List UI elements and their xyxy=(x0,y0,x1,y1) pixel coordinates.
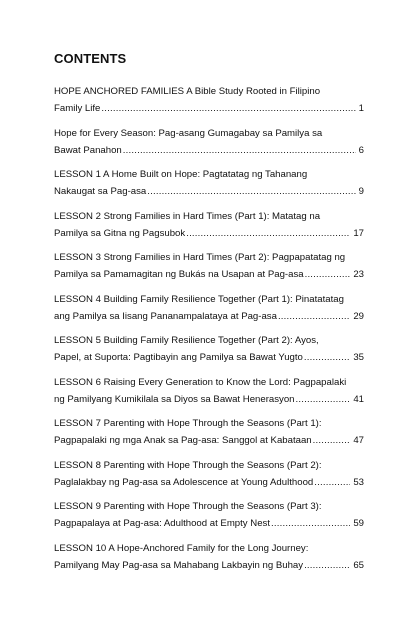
toc-entry xyxy=(54,125,364,159)
dot-leader xyxy=(123,142,356,159)
dot-leader xyxy=(304,349,350,366)
dot-leader xyxy=(278,308,350,325)
toc-page-number: 53 xyxy=(353,476,364,488)
toc-page-number: 47 xyxy=(353,435,364,446)
toc-entry-title-cont: Pamilyang May Pag-asa sa Mahabang Lakbayin ng Buhay xyxy=(54,559,304,571)
toc-page-number: 59 xyxy=(353,518,364,529)
toc-page-number: 29 xyxy=(353,310,364,322)
toc-page-number: 41 xyxy=(353,393,364,405)
dot-leader xyxy=(101,100,355,117)
toc-entry-title-cont: Papel, at Suporta: Pagtibayin ang Pamilya sa Bawat Yugto xyxy=(54,352,303,363)
toc-entry-title: Hope for Every Season: Pag-asang Gumagabay sa Pamilya sa xyxy=(54,127,323,139)
toc-entry xyxy=(54,166,364,200)
toc-entry-title: LESSON 10 A Hope-Anchored Family for the Long Journey: xyxy=(54,542,309,554)
toc-page-number: 17 xyxy=(353,227,364,239)
toc-entry-title: LESSON 8 Parenting with Hope Through the Seasons (Part 2): xyxy=(54,459,322,471)
toc-page-number: 1 xyxy=(358,103,364,114)
toc-entry xyxy=(54,415,364,449)
toc-entry xyxy=(54,498,364,532)
toc-entry-title: HOPE ANCHORED FAMILIES A Bible Study Rooted in Filipino xyxy=(54,86,321,97)
toc-entry xyxy=(54,457,364,491)
dot-leader xyxy=(305,266,351,283)
dot-leader xyxy=(313,432,351,449)
toc-entry-title-cont: Nakaugat sa Pag-asa xyxy=(54,186,147,197)
dot-leader xyxy=(271,515,350,532)
toc-page-number: 65 xyxy=(353,559,364,571)
toc-entry-title-cont: Bawat Panahon xyxy=(54,144,122,156)
toc-entry-title: LESSON 5 Building Family Resilience Together (Part 2): Ayos, xyxy=(54,335,319,346)
toc-entry xyxy=(54,540,364,574)
toc-page-number: 35 xyxy=(353,352,364,363)
dot-leader xyxy=(186,225,350,242)
toc-entry xyxy=(54,291,364,325)
toc-entry-title-cont: Pagpapalaya at Pag-asa: Adulthood at Empty Nest xyxy=(54,518,270,529)
toc-entry-title-cont: Pagpapalaki ng mga Anak sa Pag-asa: Sanggol at Kabataan xyxy=(54,435,312,446)
contents-heading: CONTENTS xyxy=(54,51,127,66)
toc-entry xyxy=(54,332,364,366)
toc-entry xyxy=(54,208,364,242)
dot-leader xyxy=(147,183,355,200)
toc-page-number: 6 xyxy=(358,144,364,156)
toc-entry-title: LESSON 6 Raising Every Generation to Know the Lord: Pagpapalaki xyxy=(54,376,347,388)
toc-entry-title-cont: Pamilya sa Gitna ng Pagsubok xyxy=(54,227,186,239)
toc-entry-title: LESSON 2 Strong Families in Hard Times (Part 1): Matatag na xyxy=(54,210,321,222)
toc-entry-title: LESSON 4 Building Family Resilience Together (Part 1): Pinatatatag xyxy=(54,293,344,305)
toc-entry xyxy=(54,374,364,408)
toc-list xyxy=(54,83,364,581)
toc-entry-title-cont: Paglalakbay ng Pag-asa sa Adolescence at Young Adulthood xyxy=(54,476,314,488)
toc-entry-title: LESSON 9 Parenting with Hope Through the Seasons (Part 3): xyxy=(54,501,322,512)
toc-entry-title-cont: ng Pamilyang Kumikilala sa Diyos sa Bawat Henerasyon xyxy=(54,393,295,405)
dot-leader xyxy=(304,557,350,574)
toc-entry-title-cont: ang Pamilya sa Iisang Pananampalataya at Pag-asa xyxy=(54,310,277,322)
toc-entry-title: LESSON 1 A Home Built on Hope: Pagtatatag ng Tahanang xyxy=(54,169,308,180)
toc-page-number: 23 xyxy=(353,269,364,280)
toc-entry-title: LESSON 3 Strong Families in Hard Times (Part 2): Pagpapatatag ng xyxy=(54,252,346,263)
toc-entry-title-cont: Family Life xyxy=(54,103,101,114)
toc-entry xyxy=(54,249,364,283)
toc-page-number: 9 xyxy=(358,186,364,197)
dot-leader xyxy=(314,474,350,491)
toc-entry-title-cont: Pamilya sa Pamamagitan ng Bukás na Usapan at Pag-asa xyxy=(54,269,304,280)
toc-entry xyxy=(54,83,364,117)
dot-leader xyxy=(296,391,351,408)
toc-entry-title: LESSON 7 Parenting with Hope Through the Seasons (Part 1): xyxy=(54,418,322,429)
